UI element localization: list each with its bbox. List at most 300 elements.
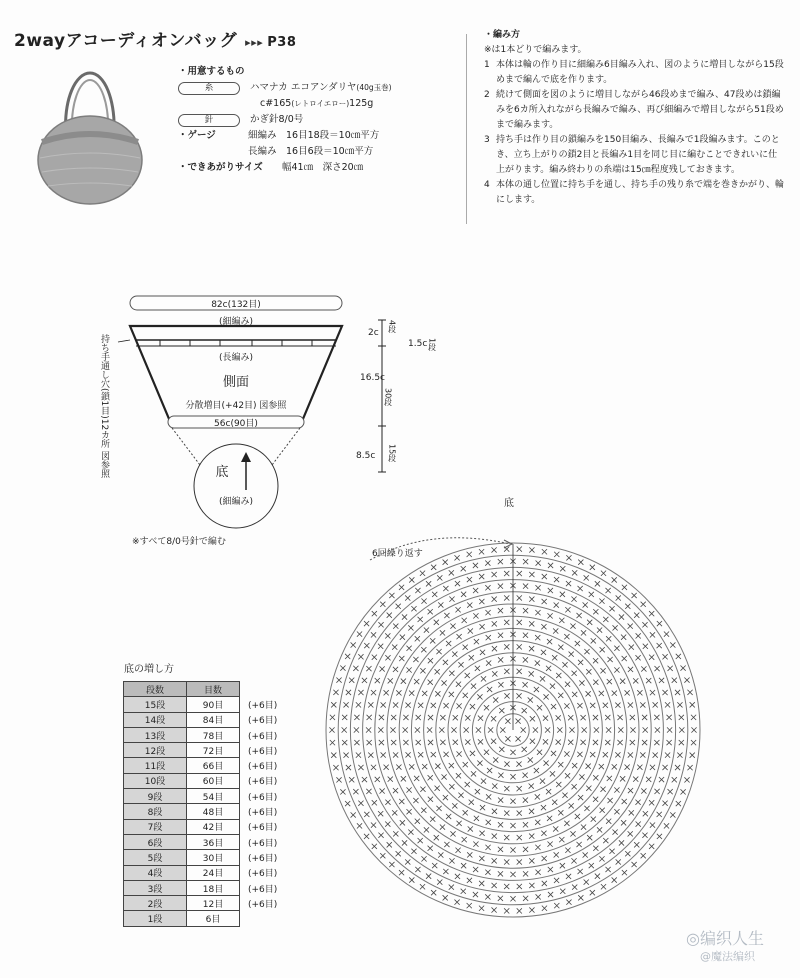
stitch-mark <box>357 631 362 636</box>
stitch-count-cell: 42目 <box>187 819 240 834</box>
stitch-mark <box>550 771 555 776</box>
stitch-mark <box>357 823 362 828</box>
table-row <box>124 865 293 880</box>
stitch-mark <box>554 602 559 607</box>
stitch-mark <box>571 597 576 602</box>
stitch-mark <box>556 782 561 787</box>
stitch-mark <box>463 762 468 767</box>
increase-cell: (+6目) <box>248 823 278 834</box>
stitch-mark <box>582 727 587 732</box>
stitch-mark <box>437 575 442 580</box>
stitch-mark <box>457 634 462 639</box>
gauge-line2: 長編み 16目6段＝10㎝平方 <box>248 146 374 157</box>
stitch-mark <box>599 764 604 769</box>
stitch-mark <box>444 613 449 618</box>
stitch-mark <box>498 773 503 778</box>
stitch-mark <box>575 641 580 646</box>
stitch-mark <box>517 571 522 576</box>
stitch-mark <box>622 585 627 590</box>
stitch-mark <box>346 765 351 770</box>
stitch-mark <box>467 577 472 582</box>
crochet-chart <box>310 520 730 920</box>
stitch-mark <box>535 660 540 665</box>
stitch-mark <box>331 702 336 707</box>
stitch-mark <box>628 752 633 757</box>
stitch-mark <box>420 571 425 576</box>
stitch-mark <box>473 613 478 618</box>
stitch-mark <box>586 691 591 696</box>
stitch-mark <box>358 765 363 770</box>
stitch-mark <box>471 771 476 776</box>
stitch-mark <box>440 740 445 745</box>
instruction-step <box>484 88 784 133</box>
stitch-mark <box>529 621 534 626</box>
stitch-mark <box>380 602 385 607</box>
stitch-mark <box>649 655 654 660</box>
stitch-mark <box>649 800 654 805</box>
stitch-mark <box>547 613 552 618</box>
stitch-mark <box>535 794 540 799</box>
stitch-count-cell: 30目 <box>187 850 240 865</box>
stitch-mark <box>528 697 533 702</box>
stitch-mark <box>625 604 630 609</box>
stitch-mark <box>443 795 448 800</box>
stitch-mark <box>413 798 418 803</box>
stitch-mark <box>485 845 490 850</box>
stitch-mark <box>396 604 401 609</box>
stitch-mark <box>488 727 493 732</box>
stitch-mark <box>449 692 454 697</box>
stitch-mark <box>586 786 591 791</box>
stitch-mark <box>657 643 662 648</box>
stitch-mark <box>491 907 496 912</box>
stitch-mark <box>498 798 503 803</box>
stitch-mark <box>672 678 677 683</box>
stitch-mark <box>465 673 470 678</box>
stitch-mark <box>675 690 680 695</box>
stitch-mark <box>436 649 441 654</box>
stitch-mark <box>396 851 401 856</box>
stitch-mark <box>428 775 433 780</box>
stitch-mark <box>556 740 561 745</box>
stitch-mark <box>636 633 641 638</box>
stitch-mark <box>388 678 393 683</box>
table-row <box>124 880 293 895</box>
stitch-mark <box>409 877 414 882</box>
stitch-mark <box>591 817 596 822</box>
stitch-mark <box>406 752 411 757</box>
stitch-mark <box>435 764 440 769</box>
stitch-mark <box>493 757 498 762</box>
stitch-mark <box>428 609 433 614</box>
stitch-mark <box>473 842 478 847</box>
stitch-mark <box>601 884 606 889</box>
stitch-mark <box>372 800 377 805</box>
stitch-mark <box>641 666 646 671</box>
table-row <box>124 896 293 911</box>
stitch-mark <box>467 852 472 857</box>
stitch-mark <box>485 560 490 565</box>
gauge-heading: ・ゲージ <box>178 130 216 141</box>
stitch-mark <box>400 820 405 825</box>
stitch-mark <box>584 649 589 654</box>
stitch-mark <box>449 597 454 602</box>
stitch-mark <box>406 809 411 814</box>
stitch-mark <box>430 638 435 643</box>
stitch-mark <box>451 727 456 732</box>
materials-heading: ・用意するもの <box>178 66 245 77</box>
stitch-mark <box>375 777 380 782</box>
table-row <box>124 743 293 758</box>
stitch-mark <box>521 727 526 732</box>
stitch-mark <box>492 646 497 651</box>
stitch-mark <box>642 622 647 627</box>
stitch-mark <box>467 552 472 557</box>
stitch-mark <box>510 896 515 901</box>
stitch-mark <box>504 644 509 649</box>
stitch-mark <box>353 789 358 794</box>
row-count-cell: 13段 <box>124 727 187 742</box>
stitch-mark <box>416 715 421 720</box>
stitch-mark <box>421 647 426 652</box>
stitch-mark <box>467 903 472 908</box>
stitch-mark <box>572 570 577 575</box>
stitch-mark <box>427 727 432 732</box>
stitch-mark <box>535 820 540 825</box>
stitch-mark <box>367 740 372 745</box>
stitch-mark <box>548 563 553 568</box>
increase-cell: (+6目) <box>248 792 278 803</box>
stitch-mark <box>463 645 468 650</box>
stitch-mark <box>479 624 484 629</box>
stitch-mark <box>452 652 457 657</box>
stitch-mark <box>362 678 367 683</box>
stitch-count-cell: 18目 <box>187 880 240 895</box>
stitch-mark <box>431 890 436 895</box>
stitch-mark <box>510 823 515 828</box>
stitch-mark <box>534 768 539 773</box>
stitch-mark <box>393 788 398 793</box>
stitch-mark <box>523 871 528 876</box>
stitch-mark <box>458 662 463 667</box>
stitch-mark <box>378 811 383 816</box>
stitch-mark <box>486 660 491 665</box>
bag-photo <box>28 68 153 208</box>
stitch-mark <box>380 666 385 671</box>
stitch-mark <box>578 795 583 800</box>
gauge-line1: 細編み 16目18段＝10㎝平方 <box>248 130 380 141</box>
stitch-mark <box>426 874 431 879</box>
stitch-mark <box>420 787 425 792</box>
stitch-mark <box>556 673 561 678</box>
stitch-mark <box>438 852 443 857</box>
stitch-mark <box>535 845 540 850</box>
stitch-mark <box>346 690 351 695</box>
stitch-mark <box>403 727 408 732</box>
stitch-mark <box>510 750 515 755</box>
stitch-mark <box>543 716 548 721</box>
stitch-mark <box>444 842 449 847</box>
stitch-mark <box>541 650 546 655</box>
stitch-mark <box>504 859 509 864</box>
stitch-mark <box>558 762 563 767</box>
stitch-mark <box>510 799 515 804</box>
stitch-mark <box>358 801 363 806</box>
stitch-mark <box>430 817 435 822</box>
stitch-mark <box>493 697 498 702</box>
stitch-mark <box>431 752 436 757</box>
stitch-mark <box>565 848 570 853</box>
stitch-mark <box>545 727 550 732</box>
stitch-mark <box>461 863 466 868</box>
stitch-mark <box>385 655 390 660</box>
stitch-mark <box>498 657 503 662</box>
stitch-count-cell: 48目 <box>187 804 240 819</box>
stitch-mark <box>618 727 623 732</box>
stitch-mark <box>461 592 466 597</box>
stitch-mark <box>467 602 472 607</box>
dim-8-5c: 8.5c <box>356 451 376 461</box>
stitch-mark <box>571 858 576 863</box>
stitch-mark <box>629 645 634 650</box>
dim-30dan: 30段 <box>383 388 393 407</box>
increase-cell: (+6目) <box>248 746 278 757</box>
stitch-mark <box>621 820 626 825</box>
stitch-mark <box>593 846 598 851</box>
stitch-mark <box>367 715 372 720</box>
stitch-mark <box>399 656 404 661</box>
stitch-mark <box>473 563 478 568</box>
stitch-mark <box>613 830 618 835</box>
stitch-mark <box>414 679 419 684</box>
stitch-mark <box>553 628 558 633</box>
stitch-mark <box>450 831 455 836</box>
stitch-mark <box>665 702 670 707</box>
stitch-mark <box>353 666 358 671</box>
stitch-mark <box>562 662 567 667</box>
stitch-mark <box>620 776 625 781</box>
stitch-mark <box>479 549 484 554</box>
stitch-mark <box>458 793 463 798</box>
size-heading: ・できあがりサイズ <box>178 162 263 173</box>
stitch-mark <box>560 592 565 597</box>
stitch-mark <box>465 715 470 720</box>
stitch-mark <box>486 794 491 799</box>
increase-cell: (+6目) <box>248 884 278 895</box>
stitch-mark <box>649 844 654 849</box>
stitch-mark <box>667 727 672 732</box>
stitch-mark <box>485 585 490 590</box>
dim-1-5c: 1.5c <box>408 339 428 349</box>
stitch-mark <box>634 613 639 618</box>
stitch-mark <box>463 693 468 698</box>
stitch-mark <box>379 740 384 745</box>
step-number: 2 <box>484 90 490 100</box>
stitch-mark <box>453 740 458 745</box>
stitch-mark <box>504 571 509 576</box>
table-row <box>124 727 293 742</box>
bag-diagram <box>0 290 470 530</box>
increase-cell: (+6目) <box>248 869 278 880</box>
stitch-mark <box>628 667 633 672</box>
stitch-mark <box>523 896 528 901</box>
stitch-mark <box>615 752 620 757</box>
stitch-mark <box>421 808 426 813</box>
stitch-mark <box>372 611 377 616</box>
stitch-mark <box>614 646 619 651</box>
stitch-mark <box>564 703 569 708</box>
stitch-mark <box>599 599 604 604</box>
dim-15dan: 15段 <box>387 444 397 463</box>
instruction-step <box>484 58 784 88</box>
stitch-mark <box>562 793 567 798</box>
stitch-mark <box>517 644 522 649</box>
stitch-mark <box>552 655 557 660</box>
stitch-mark <box>664 823 669 828</box>
stitch-mark <box>612 764 617 769</box>
stitch-mark <box>479 831 484 836</box>
step-text: 続けて側面を図のように増目しながら46段めまで編み、47段めは鎖編みを6カ所入れながら長編みで編み、再び細編みで増目しながら51段めまで編みます。 <box>496 90 784 130</box>
stitch-mark <box>408 830 413 835</box>
stitch-mark <box>381 702 386 707</box>
step-text: 本体は輪の作り目に細編み6目編み入れ、図のように増目しながら15段めまで編んで底を作ります。 <box>496 60 784 85</box>
stitch-mark <box>498 584 503 589</box>
divider-line <box>466 34 467 224</box>
stitch-mark <box>504 669 509 674</box>
instructions-note: ※は1本どりで編みます。 <box>484 45 587 55</box>
stitch-mark <box>641 853 646 858</box>
stitch-mark <box>443 660 448 665</box>
stitch-mark <box>498 633 503 638</box>
needle-value: かぎ針8/0号 <box>250 114 304 125</box>
stitch-mark <box>568 740 573 745</box>
row-count-cell: 4段 <box>124 865 187 880</box>
stitch-mark <box>517 884 522 889</box>
stitch-mark <box>390 727 395 732</box>
stitch-mark <box>439 727 444 732</box>
stitch-mark <box>541 624 546 629</box>
stitch-mark <box>616 859 621 864</box>
stitch-mark <box>431 703 436 708</box>
stitch-mark <box>465 782 470 787</box>
stitch-mark <box>590 890 595 895</box>
stitch-mark <box>649 611 654 616</box>
stitch-mark <box>559 837 564 842</box>
stitch-mark <box>486 820 491 825</box>
stitch-mark <box>371 690 376 695</box>
stitch-mark <box>612 577 617 582</box>
stitch-mark <box>492 883 497 888</box>
stitch-mark <box>643 811 648 816</box>
materials-section <box>178 64 392 176</box>
stitch-mark <box>577 752 582 757</box>
stitch-mark <box>668 666 673 671</box>
stitch-mark <box>529 597 534 602</box>
stitch-mark <box>438 602 443 607</box>
stitch-mark <box>517 786 522 791</box>
stitch-mark <box>479 574 484 579</box>
stitch-mark <box>554 903 559 908</box>
page-reference: P38 <box>267 35 297 50</box>
stitch-mark <box>603 838 608 843</box>
stitch-mark <box>504 693 509 698</box>
base-label: 底 <box>215 465 229 480</box>
stitch-mark <box>414 776 419 781</box>
stitch-mark <box>388 777 393 782</box>
stitch-mark <box>440 715 445 720</box>
step-number: 3 <box>484 135 490 145</box>
stitch-mark <box>504 835 509 840</box>
stitch-mark <box>603 617 608 622</box>
table-row <box>124 834 293 849</box>
stitch-mark <box>547 816 552 821</box>
stitch-mark <box>676 801 681 806</box>
stitch-mark <box>690 753 695 758</box>
stitch-mark <box>479 599 484 604</box>
stitch-mark <box>366 666 371 671</box>
stitch-mark <box>560 566 565 571</box>
stitch-mark <box>468 628 473 633</box>
stitch-mark <box>679 727 684 732</box>
stitch-mark <box>578 895 583 900</box>
stitch-mark <box>654 666 659 671</box>
stitch-mark <box>415 588 420 593</box>
stitch-mark <box>547 639 552 644</box>
stitch-mark <box>676 654 681 659</box>
stitch-mark <box>577 703 582 708</box>
stitch-mark <box>491 547 496 552</box>
stitch-mark <box>516 719 521 724</box>
stitch-mark <box>684 777 689 782</box>
stitch-mark <box>536 560 541 565</box>
stitch-mark <box>358 654 363 659</box>
stitch-mark <box>542 599 547 604</box>
stitch-mark <box>613 625 618 630</box>
stitch-mark <box>578 586 583 591</box>
increase-note: 分散増目(+42目) 図参照 <box>185 401 287 411</box>
stitch-mark <box>594 727 599 732</box>
stitch-mark <box>565 607 570 612</box>
stitch-mark <box>387 613 392 618</box>
stitch-mark <box>690 702 695 707</box>
stitch-mark <box>579 680 584 685</box>
stitch-mark <box>640 752 645 757</box>
stitch-mark <box>558 645 563 650</box>
stitch-mark <box>566 581 571 586</box>
stitch-mark <box>523 773 528 778</box>
stitch-mark <box>533 727 538 732</box>
stitch-mark <box>572 784 577 789</box>
stitch-mark <box>566 555 571 560</box>
stitch-mark <box>564 634 569 639</box>
base-sc-label: (細編み) <box>218 497 254 507</box>
stitch-mark <box>351 812 356 817</box>
stitch-mark <box>529 572 534 577</box>
stitch-mark <box>591 638 596 643</box>
stitch-mark <box>371 632 376 637</box>
stitch-mark <box>662 801 667 806</box>
repeat-note: 6回繰り返す <box>372 549 423 559</box>
stitch-mark <box>443 869 448 874</box>
stitch-mark <box>428 797 433 802</box>
yarn-line2-post: 125g <box>349 98 374 109</box>
stitch-mark <box>391 715 396 720</box>
stitch-mark <box>418 838 423 843</box>
base-circle <box>194 444 278 528</box>
increase-cell: (+6目) <box>248 731 278 742</box>
watermark-handle: @魔法编织 <box>700 950 755 963</box>
stitch-mark <box>568 715 573 720</box>
